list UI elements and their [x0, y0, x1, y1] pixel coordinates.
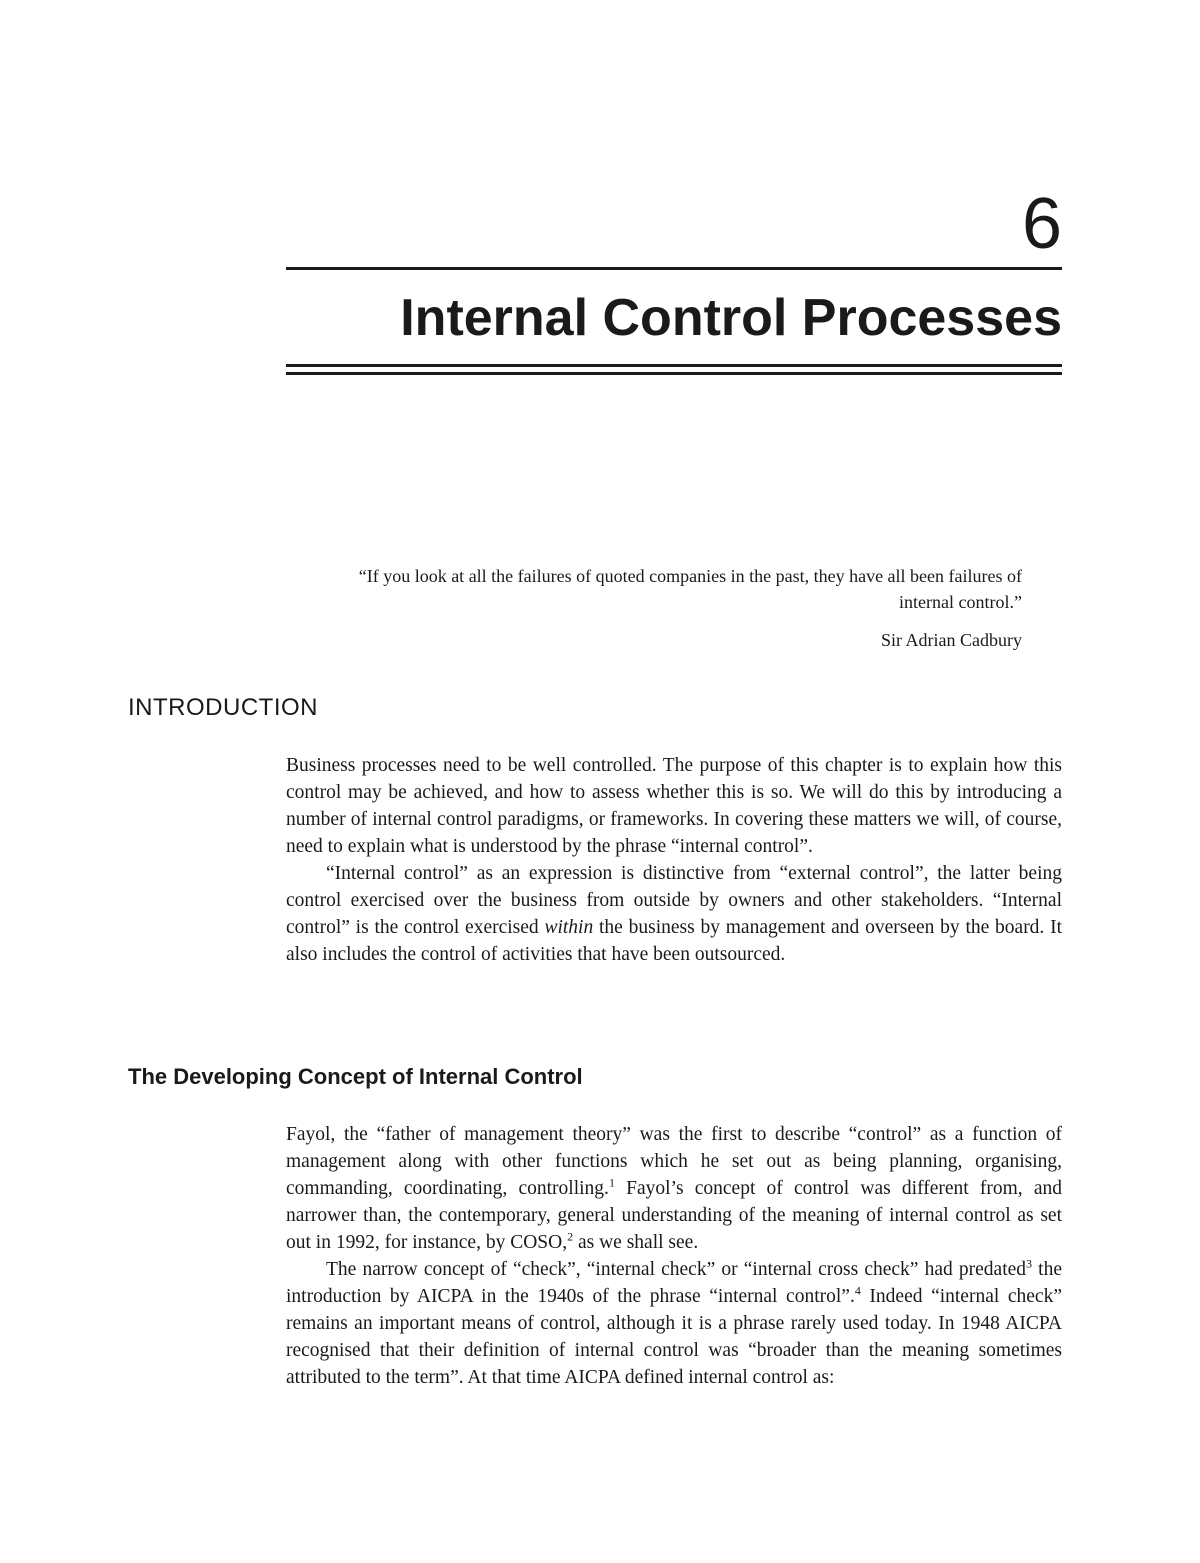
text-run: Indeed “internal check” remains an important means of control, although it is a phrase rarely used today. In 1948 AICPA recognised that their definition of internal control was “broader than the meaning sometimes attributed to the term”. At that time AICPA defined internal control as: — [286, 1286, 1062, 1388]
text-run: The narrow concept of “check”, “internal check” or “internal cross check” had predated — [326, 1259, 1027, 1280]
text-run: Fayol’s concept of control was different from, and narrower than, the contemporary, general understanding of the meaning of internal control as set out in 1992, for instance, by COSO, — [286, 1178, 1062, 1253]
footnote-ref[interactable]: 1 — [608, 1175, 615, 1190]
text-run: the introduction by AICPA in the 1940s of the phrase “internal control”. — [286, 1259, 1062, 1307]
paragraph — [286, 860, 1062, 968]
section-heading-developing-concept: The Developing Concept of Internal Control — [128, 1064, 583, 1089]
top-rule — [286, 267, 1062, 270]
chapter-number: 6 — [1021, 184, 1062, 264]
epigraph — [330, 563, 1022, 653]
epigraph-attribution: Sir Adrian Cadbury — [881, 630, 1022, 650]
text-run: the business by management and overseen by the board. It also includes the control of activities that have been outsourced. — [286, 917, 1063, 965]
paragraph — [286, 1256, 1062, 1391]
introduction-body — [286, 752, 1062, 968]
text-run: Fayol, the “father of management theory” was the first to describe “control” as a function of management along with other functions which he set out as being planning, organising, commanding, coordinating, controlling. — [286, 1124, 1062, 1199]
emphasis: within — [544, 917, 594, 938]
double-rule — [286, 364, 1062, 375]
developing-concept-body — [286, 1121, 1062, 1391]
text-run: as we shall see. — [573, 1232, 699, 1253]
paragraph: Business processes need to be well controlled. The purpose of this chapter is to explain how this control may be achieved, and how to assess whether this is so. We will do this by introducing a number of internal control paradigms, or frameworks. In covering these matters we will, of course, need to explain what is understood by the phrase “internal control”. — [286, 755, 1062, 857]
paragraph — [286, 1121, 1062, 1256]
section-heading-introduction: INTRODUCTION — [128, 694, 318, 721]
footnote-ref[interactable]: 2 — [567, 1229, 574, 1244]
epigraph-quote: “If you look at all the failures of quoted companies in the past, they have all been failures of internal control.” — [358, 566, 1022, 612]
chapter-title: Internal Control Processes — [400, 289, 1062, 347]
footnote-ref[interactable]: 3 — [1026, 1256, 1033, 1271]
text-run: “Internal control” as an expression is distinctive from “external control”, the latter being control exercised over the business from outside by owners and other stakeholders. “Internal control” is the control exercised — [286, 863, 1062, 938]
footnote-ref[interactable]: 4 — [854, 1283, 861, 1298]
